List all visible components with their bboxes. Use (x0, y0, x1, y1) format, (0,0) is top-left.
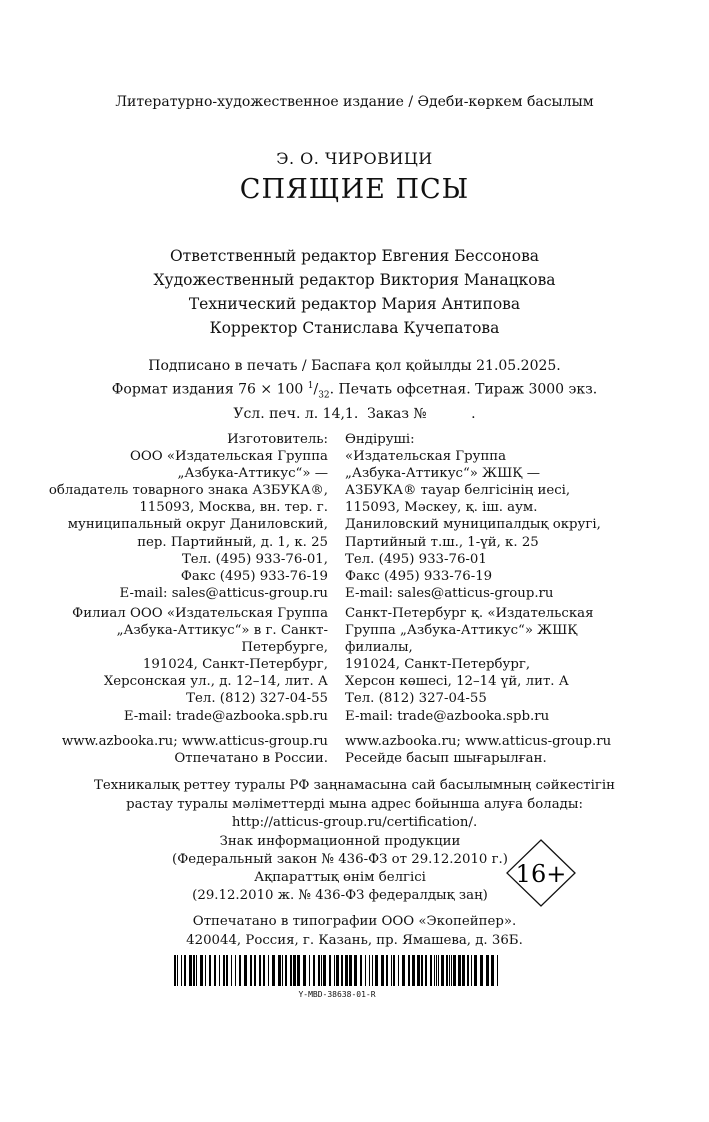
barcode-bar (408, 955, 410, 986)
barcode-bar (318, 955, 320, 986)
barcode-bar (425, 955, 427, 986)
info-line: E-mail: sales@atticus-group.ru (345, 585, 554, 601)
barcode-bar (453, 955, 456, 986)
barcode-bar (293, 955, 296, 986)
info-line: Изготовитель: (227, 432, 328, 447)
barcode-bar (334, 955, 335, 986)
format-line: Формат издания 76 × 100 $^1/_{32}$. Печать офсетная. Тираж 3000 экз. (111, 380, 598, 400)
barcode-bar (223, 955, 225, 986)
barcode-bar (438, 955, 439, 986)
web-kz (345, 733, 611, 767)
barcode-text: Y-MBD-38638-01-R (298, 990, 376, 999)
info-line: муниципальный округ Даниловский, (67, 517, 328, 533)
editor-line: Технический редактор Мария Антипова (188, 295, 521, 313)
barcode-bar (402, 955, 405, 986)
barcode-bar (341, 955, 343, 986)
cert-line: растау туралы мәліметтерді мына адрес бойынша алуға болады: (126, 796, 583, 812)
info-line: обладатель товарного знака АЗБУКА®, (48, 483, 328, 499)
barcode-bar (174, 955, 176, 986)
info-line: Санкт-Петербург қ. «Издательская (345, 606, 594, 621)
barcode-bar (381, 955, 384, 986)
barcode-bar (449, 955, 450, 986)
editor-line: Ответственный редактор Евгения Бессонова (169, 247, 540, 265)
editor-line: Корректор Станислава Кучепатова (209, 319, 500, 337)
barcode-bar (189, 955, 192, 986)
barcode-bar (303, 955, 306, 986)
info-line: Ресейде басып шығарылған. (345, 751, 547, 767)
book-title: СПЯЩИЕ ПСЫ (239, 174, 470, 205)
printing-house (0, 912, 709, 950)
web-ru (62, 733, 328, 767)
info-line: Тел. (812) 327-04-55 (345, 691, 487, 707)
editor-line: Художественный редактор Виктория Манацкова (153, 271, 556, 289)
cert-line: Техникалық реттеу туралы РФ заңнамасына сай басылымның сәйкестігін (94, 778, 615, 793)
barcode-bar (486, 955, 489, 986)
barcode-bar (231, 955, 232, 986)
info-line: «Издательская Группа (345, 449, 507, 465)
barcode-bar (412, 955, 415, 986)
barcode-bar (226, 955, 228, 986)
barcode-bar (285, 955, 287, 986)
manufacturer-kz (345, 431, 601, 602)
info-line: Факс (495) 933-76-19 (345, 568, 493, 584)
edition-type: Литературно-художественное издание / Әдеби-көркем басылым (115, 94, 594, 110)
info-line: E-mail: sales@atticus-group.ru (119, 585, 328, 601)
barcode-bar (214, 955, 216, 986)
barcode-bar (417, 955, 420, 986)
barcode-bar (467, 955, 469, 986)
barcode-bar (386, 955, 388, 986)
info-line: 115093, Мәскеу, қ. іш. аум. (345, 500, 538, 516)
barcode-bar (235, 955, 236, 986)
barcode-bar (391, 955, 392, 986)
barcode-bar (181, 955, 182, 986)
barcode-bar (458, 955, 461, 986)
barcode-bar (239, 955, 241, 986)
info-line: „Азбука-Аттикус“» — (177, 466, 328, 482)
barcode-bar (200, 955, 203, 986)
barcode-bar (290, 955, 292, 986)
barcode-bar (354, 955, 357, 986)
barcode-bar (244, 955, 247, 986)
age-rating-badge (506, 839, 576, 907)
barcode-bar (309, 955, 310, 986)
info-line: Петербурге, (241, 640, 328, 656)
info-line: Өндіруші: (345, 432, 415, 447)
barcode-bar (254, 955, 256, 986)
barcode-bar (369, 955, 370, 986)
barcode-bar (349, 955, 352, 986)
info-sign-line: (29.12.2010 ж. № 436-ФЗ федералдық заң) (192, 888, 488, 903)
barcode-bar (323, 955, 326, 986)
printing-line: 420044, Россия, г. Казань, пр. Ямашева, д. 36Б. (186, 933, 523, 948)
barcode-bar (345, 955, 348, 986)
barcode-bar (313, 955, 315, 986)
info-line: Партийный т.ш., 1-үй, к. 25 (345, 534, 539, 550)
signed-date: Подписано в печать / Баспаға қол қойылды 21.05.2025. (148, 358, 561, 374)
barcode-bar (436, 955, 437, 986)
info-line: 191024, Санкт-Петербург, (345, 657, 531, 673)
barcode-bar (393, 955, 395, 986)
info-line: Группа „Азбука-Аттикус“» ЖШҚ (345, 623, 578, 639)
format-prefix: Формат издания 76 × 100 (111, 381, 308, 398)
barcode-bar (278, 955, 281, 986)
info-line: Тел. (495) 933-76-01 (345, 551, 487, 567)
info-line: филиалы, (345, 640, 413, 656)
barcode-bar (272, 955, 275, 986)
cert-url: http://atticus-group.ru/certification/. (231, 815, 478, 830)
info-line: E-mail: trade@azbooka.spb.ru (123, 708, 328, 724)
info-sign-line: (Федеральный закон № 436-ФЗ от 29.12.2010 г.) (172, 852, 508, 867)
info-line: Херсонская ул., д. 12–14, лит. А (103, 674, 328, 690)
barcode-bar (491, 955, 494, 986)
barcode-bar (282, 955, 283, 986)
info-line: „Азбука-Аттикус“» ЖШҚ — (345, 466, 541, 482)
info-line: Филиал ООО «Издательская Группа (72, 606, 328, 621)
barcode-bar (193, 955, 195, 986)
barcode-bar (263, 955, 265, 986)
info-line: E-mail: trade@azbooka.spb.ru (345, 708, 550, 724)
format-frac-num: 1 (307, 380, 314, 391)
barcode-bar (336, 955, 339, 986)
barcode-bar (268, 955, 269, 986)
printing-line: Отпечатано в типографии ООО «Экопейпер». (192, 914, 517, 929)
author-name: Э. О. ЧИРОВИЦИ (276, 149, 433, 168)
info-line: АЗБУКА® тауар белгісінің иесі, (345, 483, 571, 499)
info-line: www.azbooka.ru; www.atticus-group.ru (61, 734, 328, 749)
info-sign (0, 833, 680, 905)
barcode-bar (365, 955, 366, 986)
barcode-bar (497, 955, 498, 986)
editors-list (0, 244, 709, 340)
barcode-bar (480, 955, 483, 986)
barcode-bar (434, 955, 435, 986)
info-line: 191024, Санкт-Петербург, (142, 657, 328, 673)
barcode-bar (250, 955, 252, 986)
order-line: Усл. печ. л. 14,1. Заказ № . (233, 406, 476, 423)
barcode-bar (462, 955, 465, 986)
branch-kz (345, 605, 593, 725)
info-line: Тел. (495) 933-76-01, (181, 551, 328, 567)
info-line: ООО «Издательская Группа (129, 449, 328, 465)
barcode-bar (219, 955, 220, 986)
barcode-bar (375, 955, 378, 986)
branch-ru (72, 605, 328, 725)
barcode-bar (196, 955, 197, 986)
format-frac-den: 32 (318, 389, 330, 400)
print-info (0, 357, 709, 425)
info-line: Херсон көшесі, 12–14 үй, лит. А (345, 674, 569, 690)
barcode-bar (446, 955, 448, 986)
certification-info (0, 777, 709, 833)
barcode-bar (372, 955, 373, 986)
info-line: Даниловский муниципалдық округі, (345, 517, 601, 533)
barcode (174, 955, 500, 986)
info-line: Отпечатано в России. (174, 751, 328, 767)
barcode-bar (471, 955, 472, 986)
barcode-bar (441, 955, 444, 986)
barcode-bar (329, 955, 331, 986)
info-line: 115093, Москва, вн. тер. г. (139, 500, 328, 516)
barcode-bar (421, 955, 423, 986)
info-line: пер. Партийный, д. 1, к. 25 (137, 534, 328, 550)
barcode-bar (205, 955, 206, 986)
barcode-bar (451, 955, 452, 986)
barcode-bar (297, 955, 300, 986)
barcode-bar (209, 955, 211, 986)
barcode-bar (360, 955, 362, 986)
barcode-bar (259, 955, 261, 986)
info-line: Факс (495) 933-76-19 (180, 568, 328, 584)
info-line: „Азбука-Аттикус“» в г. Санкт- (116, 623, 328, 639)
barcode-bar (430, 955, 432, 986)
barcode-bar (474, 955, 477, 986)
age-rating-text: 16+ (515, 860, 567, 888)
info-sign-line: Ақпараттық өнім белгісі (254, 870, 426, 885)
manufacturer-ru (49, 431, 328, 602)
barcode-bar (177, 955, 178, 986)
barcode-bar (184, 955, 186, 986)
barcode-bar (398, 955, 399, 986)
info-line: www.azbooka.ru; www.atticus-group.ru (345, 734, 612, 749)
format-suffix: . Печать офсетная. Тираж 3000 экз. (329, 381, 598, 398)
barcode-bar (321, 955, 322, 986)
info-sign-line: Знак информационной продукции (219, 834, 461, 849)
info-line: Тел. (812) 327-04-55 (186, 691, 328, 707)
